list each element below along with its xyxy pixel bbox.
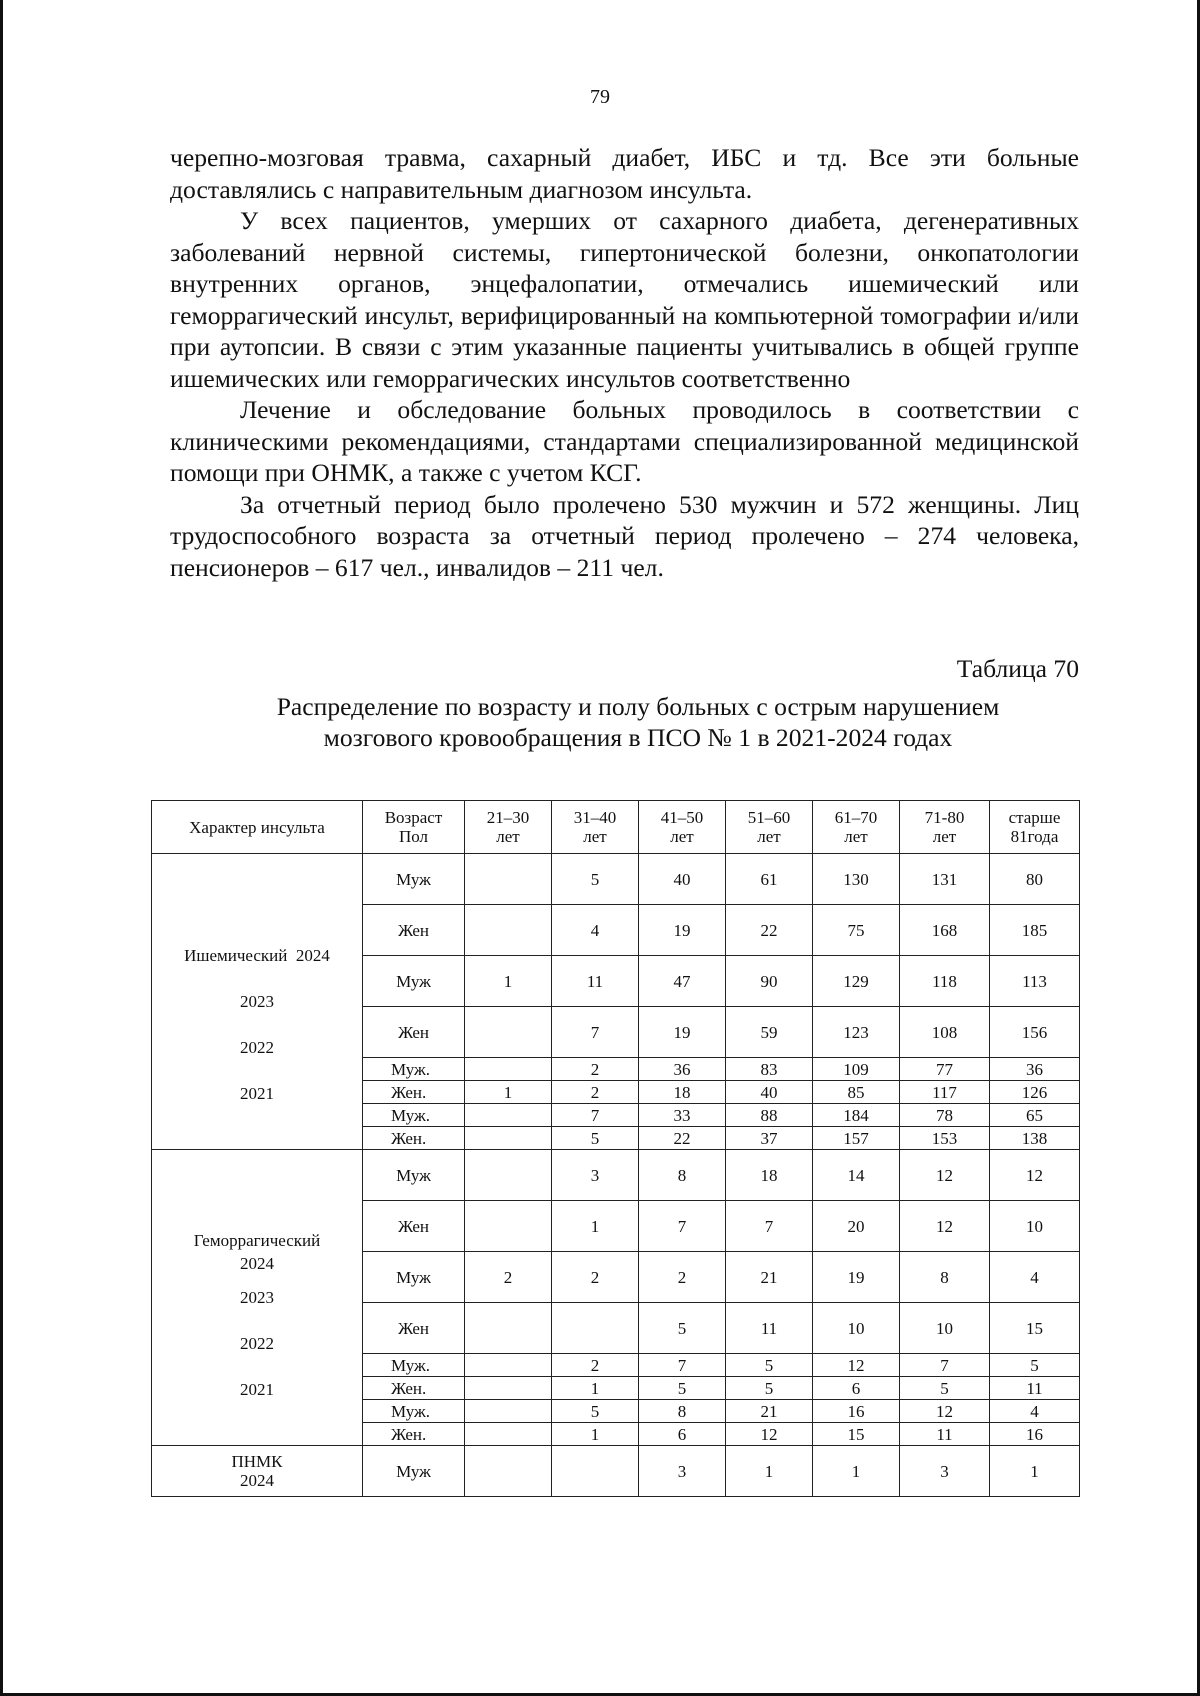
value-cell: 12 [900, 1201, 990, 1252]
value-cell: 2 [552, 1081, 639, 1104]
page-number: 79 [590, 86, 610, 108]
value-cell [552, 1446, 639, 1497]
value-cell: 1 [552, 1377, 639, 1400]
value-cell: 18 [639, 1081, 726, 1104]
value-cell: 15 [813, 1423, 900, 1446]
value-cell: 40 [726, 1081, 813, 1104]
value-cell [552, 1303, 639, 1354]
stroke-type-cell [152, 1446, 363, 1497]
sex-cell: Жен [363, 1303, 465, 1354]
value-cell [465, 854, 552, 905]
stroke-type-cell [152, 854, 363, 1150]
sex-cell: Муж. [363, 1354, 465, 1377]
value-cell: 8 [639, 1150, 726, 1201]
value-cell [465, 1150, 552, 1201]
value-cell: 22 [726, 905, 813, 956]
value-cell: 12 [813, 1354, 900, 1377]
value-cell: 3 [900, 1446, 990, 1497]
value-cell: 5 [726, 1377, 813, 1400]
value-cell [465, 1354, 552, 1377]
value-cell: 40 [639, 854, 726, 905]
value-cell: 168 [900, 905, 990, 956]
value-cell: 19 [813, 1252, 900, 1303]
table-row [152, 1150, 1080, 1201]
value-cell: 4 [990, 1252, 1080, 1303]
sex-cell: Муж. [363, 1400, 465, 1423]
sex-cell: Жен. [363, 1127, 465, 1150]
header-age-group [990, 801, 1080, 854]
header-age-group [639, 801, 726, 854]
scan-border-left [0, 0, 3, 1696]
header-age-unit: лет [932, 827, 957, 846]
value-cell: 118 [900, 956, 990, 1007]
value-cell: 138 [990, 1127, 1080, 1150]
sex-cell: Жен [363, 1007, 465, 1058]
value-cell: 78 [900, 1104, 990, 1127]
stroke-type-year: 2022 [240, 1037, 274, 1057]
value-cell: 4 [990, 1400, 1080, 1423]
value-cell: 5 [639, 1377, 726, 1400]
header-age-group [726, 801, 813, 854]
value-cell: 47 [639, 956, 726, 1007]
sex-cell: Муж [363, 1252, 465, 1303]
value-cell: 1 [465, 1081, 552, 1104]
value-cell [465, 1104, 552, 1127]
value-cell: 36 [639, 1058, 726, 1081]
value-cell: 75 [813, 905, 900, 956]
value-cell [465, 1303, 552, 1354]
value-cell: 18 [726, 1150, 813, 1201]
table-row [152, 854, 1080, 905]
header-age-range: 61–70 [834, 808, 878, 827]
value-cell: 8 [900, 1252, 990, 1303]
stroke-type-label: Ишемический [184, 945, 288, 965]
value-cell: 12 [726, 1423, 813, 1446]
paragraph: За отчетный период было пролечено 530 мужчин и 572 женщины. Лиц трудоспособного возраста за отчетный период пролечено – 274 человека, пенсионеров – 617 чел., инвалидов – 211 чел. [170, 489, 1079, 582]
value-cell [465, 1058, 552, 1081]
stroke-type-year: 2023 [240, 991, 274, 1011]
stroke-type-year-line [152, 1229, 362, 1275]
value-cell: 5 [900, 1377, 990, 1400]
value-cell: 2 [552, 1252, 639, 1303]
header-age-unit: лет [757, 827, 781, 846]
sex-cell: Муж. [363, 1104, 465, 1127]
value-cell: 12 [990, 1150, 1080, 1201]
value-cell: 2 [465, 1252, 552, 1303]
value-cell: 7 [639, 1354, 726, 1377]
value-cell: 109 [813, 1058, 900, 1081]
value-cell: 88 [726, 1104, 813, 1127]
stroke-distribution-table [151, 800, 1080, 1497]
value-cell: 2 [639, 1252, 726, 1303]
value-cell: 11 [552, 956, 639, 1007]
table-header-row [152, 801, 1080, 854]
stroke-type-year: 2024 [295, 945, 330, 965]
value-cell: 3 [552, 1150, 639, 1201]
value-cell: 5 [726, 1354, 813, 1377]
value-cell [465, 1377, 552, 1400]
header-age-range: 31–40 [573, 808, 617, 827]
value-cell: 185 [990, 905, 1080, 956]
table-caption: Распределение по возрасту и полу больных с острым нарушением мозгового кровообращения в ПСО № 1 в 2021-2024 годах [276, 692, 1000, 752]
header-age-unit: лет [844, 827, 868, 846]
value-cell: 15 [990, 1303, 1080, 1354]
header-age-group [465, 801, 552, 854]
value-cell: 16 [990, 1423, 1080, 1446]
stroke-type-year: 2023 [240, 1287, 274, 1307]
header-age-unit: лет [496, 827, 520, 846]
stroke-type-label: ПНМК [231, 1452, 283, 1471]
value-cell: 33 [639, 1104, 726, 1127]
value-cell: 14 [813, 1150, 900, 1201]
paragraph: черепно-мозговая травма, сахарный диабет, ИБС и тд. Все эти больные доставлялись с направительным диагнозом инсульта. [170, 143, 1079, 204]
value-cell [465, 1007, 552, 1058]
value-cell: 8 [639, 1400, 726, 1423]
value-cell: 7 [900, 1354, 990, 1377]
table-row [152, 1446, 1080, 1497]
value-cell: 1 [465, 956, 552, 1007]
value-cell: 1 [552, 1201, 639, 1252]
value-cell: 6 [813, 1377, 900, 1400]
value-cell: 1 [990, 1446, 1080, 1497]
stroke-type-year: 2021 [240, 1379, 274, 1399]
header-age-range: 51–60 [747, 808, 791, 827]
value-cell: 22 [639, 1127, 726, 1150]
value-cell: 10 [900, 1303, 990, 1354]
value-cell: 12 [900, 1400, 990, 1423]
header-age-unit: лет [583, 827, 607, 846]
value-cell: 11 [726, 1303, 813, 1354]
value-cell: 4 [552, 905, 639, 956]
header-age-range: 41–50 [660, 808, 704, 827]
table-label: Таблица 70 [956, 654, 1079, 683]
value-cell [465, 1423, 552, 1446]
value-cell: 37 [726, 1127, 813, 1150]
value-cell: 6 [639, 1423, 726, 1446]
value-cell: 11 [900, 1423, 990, 1446]
value-cell: 108 [900, 1007, 990, 1058]
sex-cell: Муж [363, 956, 465, 1007]
paragraph: У всех пациентов, умерших от сахарного диабета, дегенеративных заболеваний нервной системы, гипертонической болезни, онкопатологии внутренних органов, энцефалопатии, отмечались ишемический или геморрагический инсульт, верифицированный на компьютерной томографии и/или при аутопсии. В связи с этим указанные пациенты учитывались в общей группе ишемических или геморрагических инсультов соответственно [170, 206, 1079, 393]
value-cell: 7 [552, 1007, 639, 1058]
paragraph: Лечение и обследование больных проводилось в соответствии с клиническими рекомендациями, стандартами специализированной медицинской помощи при ОНМК, а также с учетом КСГ. [170, 395, 1079, 487]
value-cell: 156 [990, 1007, 1080, 1058]
sex-cell: Муж. [363, 1058, 465, 1081]
stroke-type-block [152, 1183, 362, 1413]
sex-cell: Жен. [363, 1377, 465, 1400]
stroke-type-year-line [152, 933, 362, 979]
value-cell: 1 [813, 1446, 900, 1497]
value-cell: 11 [990, 1377, 1080, 1400]
value-cell: 5 [552, 854, 639, 905]
header-age-unit: лет [670, 827, 694, 846]
value-cell: 20 [813, 1201, 900, 1252]
value-cell: 2 [552, 1058, 639, 1081]
sex-cell: Жен [363, 905, 465, 956]
value-cell: 153 [900, 1127, 990, 1150]
header-age-range: 21–30 [486, 808, 530, 827]
value-cell: 21 [726, 1252, 813, 1303]
sex-cell: Муж [363, 1150, 465, 1201]
value-cell: 1 [726, 1446, 813, 1497]
value-cell: 77 [900, 1058, 990, 1081]
value-cell: 59 [726, 1007, 813, 1058]
value-cell [465, 1127, 552, 1150]
sex-cell: Муж [363, 854, 465, 905]
value-cell: 36 [990, 1058, 1080, 1081]
value-cell: 117 [900, 1081, 990, 1104]
stroke-type-label: Геморрагический [193, 1230, 321, 1250]
body-text [170, 142, 1079, 583]
header-age-unit: 81года [1010, 827, 1059, 846]
value-cell: 19 [639, 905, 726, 956]
header-age-label: Возраст [384, 808, 443, 827]
sex-cell: Жен. [363, 1423, 465, 1446]
stroke-type-year: 2024 [240, 1471, 274, 1490]
value-cell: 126 [990, 1081, 1080, 1104]
value-cell: 65 [990, 1104, 1080, 1127]
value-cell [465, 1400, 552, 1423]
stroke-type-cell [152, 1150, 363, 1446]
stroke-type-year: 2022 [240, 1333, 274, 1353]
header-age-group [552, 801, 639, 854]
value-cell: 131 [900, 854, 990, 905]
value-cell: 10 [990, 1201, 1080, 1252]
value-cell [465, 905, 552, 956]
value-cell: 129 [813, 956, 900, 1007]
value-cell: 5 [552, 1400, 639, 1423]
value-cell: 7 [552, 1104, 639, 1127]
value-cell: 3 [639, 1446, 726, 1497]
value-cell: 2 [552, 1354, 639, 1377]
sex-cell: Жен. [363, 1081, 465, 1104]
value-cell: 123 [813, 1007, 900, 1058]
sex-cell: Муж [363, 1446, 465, 1497]
value-cell: 12 [900, 1150, 990, 1201]
header-age-group [900, 801, 990, 854]
value-cell: 7 [726, 1201, 813, 1252]
value-cell [465, 1446, 552, 1497]
header-age-range: старше [1008, 808, 1061, 827]
value-cell: 21 [726, 1400, 813, 1423]
value-cell: 10 [813, 1303, 900, 1354]
value-cell: 85 [813, 1081, 900, 1104]
value-cell: 5 [639, 1303, 726, 1354]
header-type: Характер инсульта [152, 801, 363, 854]
stroke-type-block [152, 887, 362, 1117]
stroke-type-year: 2021 [240, 1083, 274, 1103]
header-age-sex [363, 801, 465, 854]
stroke-type-year: 2024 [240, 1253, 274, 1273]
value-cell [465, 1201, 552, 1252]
value-cell: 61 [726, 854, 813, 905]
value-cell: 5 [552, 1127, 639, 1150]
value-cell: 19 [639, 1007, 726, 1058]
value-cell: 7 [639, 1201, 726, 1252]
value-cell: 80 [990, 854, 1080, 905]
header-age-range: 71-80 [924, 808, 965, 827]
header-sex-label: Пол [398, 827, 429, 846]
value-cell: 113 [990, 956, 1080, 1007]
value-cell: 90 [726, 956, 813, 1007]
value-cell: 184 [813, 1104, 900, 1127]
value-cell: 130 [813, 854, 900, 905]
sex-cell: Жен [363, 1201, 465, 1252]
value-cell: 1 [552, 1423, 639, 1446]
value-cell: 16 [813, 1400, 900, 1423]
header-age-group [813, 801, 900, 854]
value-cell: 157 [813, 1127, 900, 1150]
value-cell: 83 [726, 1058, 813, 1081]
value-cell: 5 [990, 1354, 1080, 1377]
